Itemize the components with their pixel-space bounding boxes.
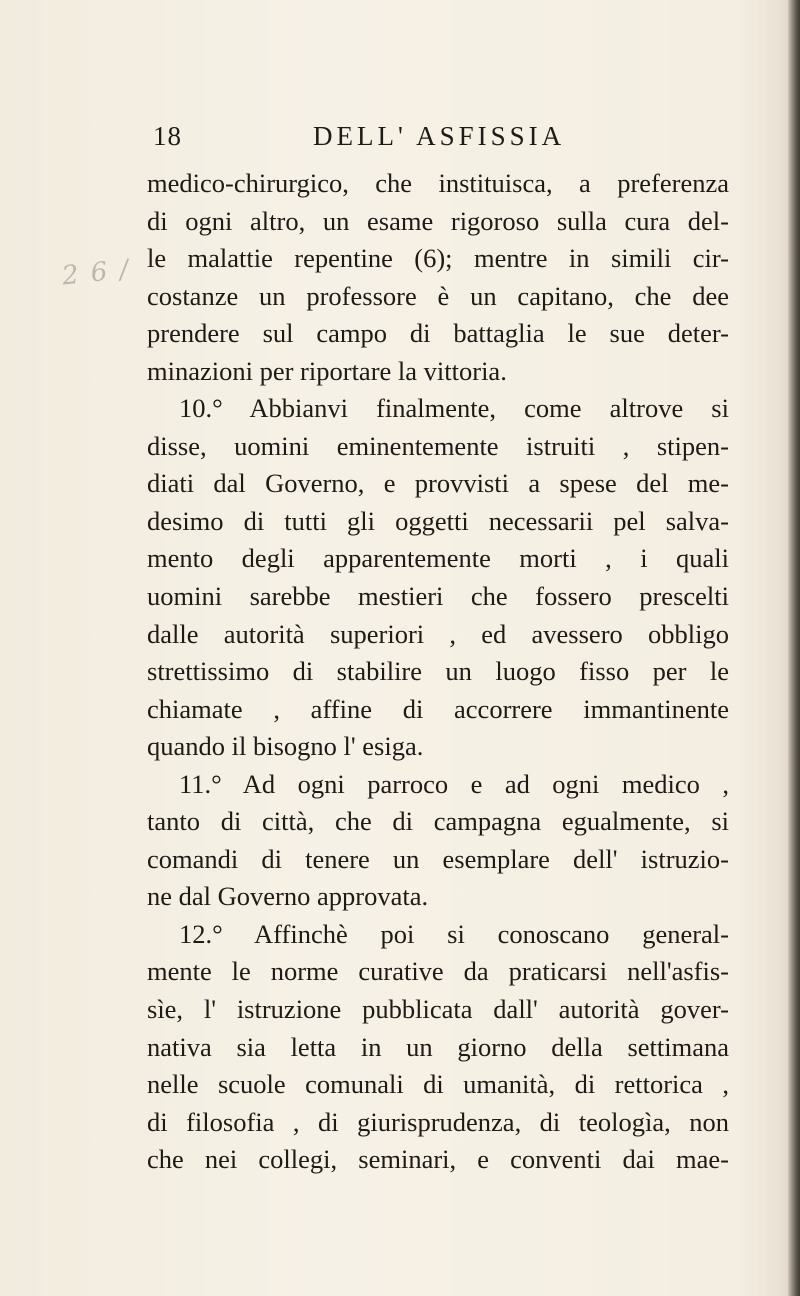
text-line: strettissimo di stabilire un luogo fisso per le	[147, 656, 729, 687]
running-head: DELL' ASFISSIA	[313, 121, 566, 151]
paragraph-10-start: 10.° Abbianvi finalmente, come altrove si	[179, 393, 729, 424]
text-line: costanze un professore è un capitano, che dee	[147, 280, 729, 311]
text-line: dalle autorità superiori , ed avessero obbligo	[147, 618, 729, 649]
text-line: di filosofia , di giurisprudenza, di teologìa, non	[147, 1106, 729, 1137]
text-line: disse, uomini eminentemente istruiti , stipen-	[147, 430, 729, 461]
text-line: mente le norme curative da praticarsi nell'asfis-	[147, 956, 729, 987]
text-line: nelle scuole comunali di umanità, di rettorica ,	[147, 1069, 729, 1100]
text-line: di ogni altro, un esame rigoroso sulla cura del-	[147, 205, 729, 236]
text-line: mento degli apparentemente morti , i quali	[147, 543, 729, 574]
paragraph-11-start: 11.° Ad ogni parroco e ad ogni medico ,	[179, 768, 729, 799]
text-line: medico-chirurgico, che instituisca, a preferenza	[147, 168, 729, 198]
text-line: comandi di tenere un esemplare dell' istruzio-	[147, 843, 729, 874]
text-line: desimo di tutti gli oggetti necessarii pel salva-	[147, 505, 729, 536]
text-line: diati dal Governo, e provvisti a spese del me-	[147, 468, 729, 499]
text-line: ne dal Governo approvata.	[147, 881, 429, 912]
text-line: uomini sarebbe mestieri che fossero prescelti	[147, 581, 729, 612]
page-header	[153, 121, 603, 159]
text-line: nativa sia letta in un giorno della settimana	[147, 1031, 729, 1062]
text-line: sìe, l' istruzione pubblicata dall' autorità gover-	[147, 994, 729, 1025]
text-line: tanto di città, che di campagna egualmente, si	[147, 806, 729, 837]
page-number: 18	[153, 121, 182, 151]
text-line: le malattie repentine (6); mentre in simili cir-	[147, 243, 729, 274]
page-edge-shadow	[788, 0, 800, 1296]
body-text	[147, 165, 729, 1179]
text-line: quando il bisogno l' esiga.	[147, 731, 424, 762]
text-line: che nei collegi, seminari, e conventi dai mae-	[147, 1144, 729, 1175]
text-line: chiamate , affine di accorrere immantinente	[147, 693, 729, 724]
margin-pencil-mark: 2 6 /	[60, 254, 132, 292]
text-line: minazioni per riportare la vittoria.	[147, 355, 507, 386]
paragraph-12-start: 12.° Affinchè poi si conoscano general-	[179, 918, 729, 949]
text-line: prendere sul campo di battaglia le sue deter-	[147, 318, 729, 349]
